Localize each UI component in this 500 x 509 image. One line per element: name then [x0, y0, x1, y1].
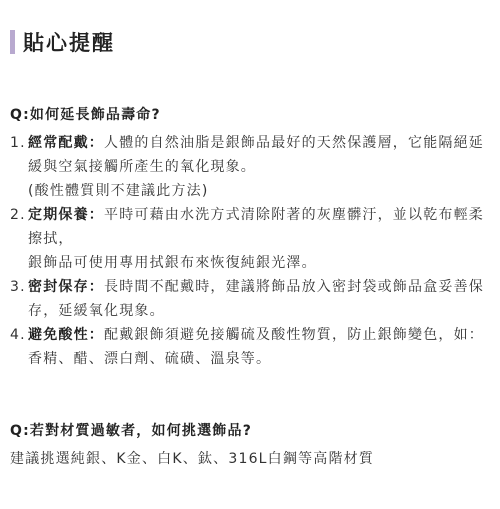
- tip-text: 配戴銀飾須避免接觸硫及酸性物質，防止銀飾變色，如：香精、醋、漂白劑、硫磺、溫泉等。: [28, 327, 484, 367]
- tips-content: [10, 103, 494, 471]
- tip-number: 4.: [10, 327, 26, 343]
- tip-item: [10, 203, 494, 251]
- tip-text: 人體的自然油脂是銀飾品最好的天然保護層，它能隔絕延緩與空氣接觸所產生的氧化現象。: [28, 135, 484, 175]
- section-header: [10, 27, 115, 57]
- question-2: Q:若對材質過敏者，如何挑選飾品?: [10, 423, 253, 439]
- tip-note: 銀飾品可使用專用拭銀布來恢復純銀光澤。: [28, 255, 317, 271]
- tip-number: 2.: [10, 207, 26, 223]
- page-title: 貼心提醒: [23, 31, 115, 55]
- tip-item: [10, 131, 494, 179]
- tip-label: 定期保養：: [28, 207, 104, 223]
- tip-text: 長時間不配戴時，建議將飾品放入密封袋或飾品盒妥善保存，延緩氧化現象。: [28, 279, 484, 319]
- tip-item: [10, 275, 494, 323]
- tip-number: 3.: [10, 279, 26, 295]
- tip-item: [10, 323, 494, 371]
- tip-label: 密封保存：: [28, 279, 104, 295]
- tip-note: (酸性體質則不建議此方法): [28, 183, 209, 199]
- answer-2: 建議挑選純銀、K金、白K、鈦、316L白鋼等高階材質: [10, 451, 375, 467]
- accent-bar: [10, 30, 15, 54]
- tip-label: 經常配戴：: [28, 135, 104, 151]
- tip-label: 避免酸性：: [28, 327, 104, 343]
- question-1: Q:如何延長飾品壽命?: [10, 107, 161, 123]
- tip-text: 平時可藉由水洗方式清除附著的灰塵髒汙，並以乾布輕柔擦拭，: [28, 207, 484, 247]
- tip-number: 1.: [10, 135, 26, 151]
